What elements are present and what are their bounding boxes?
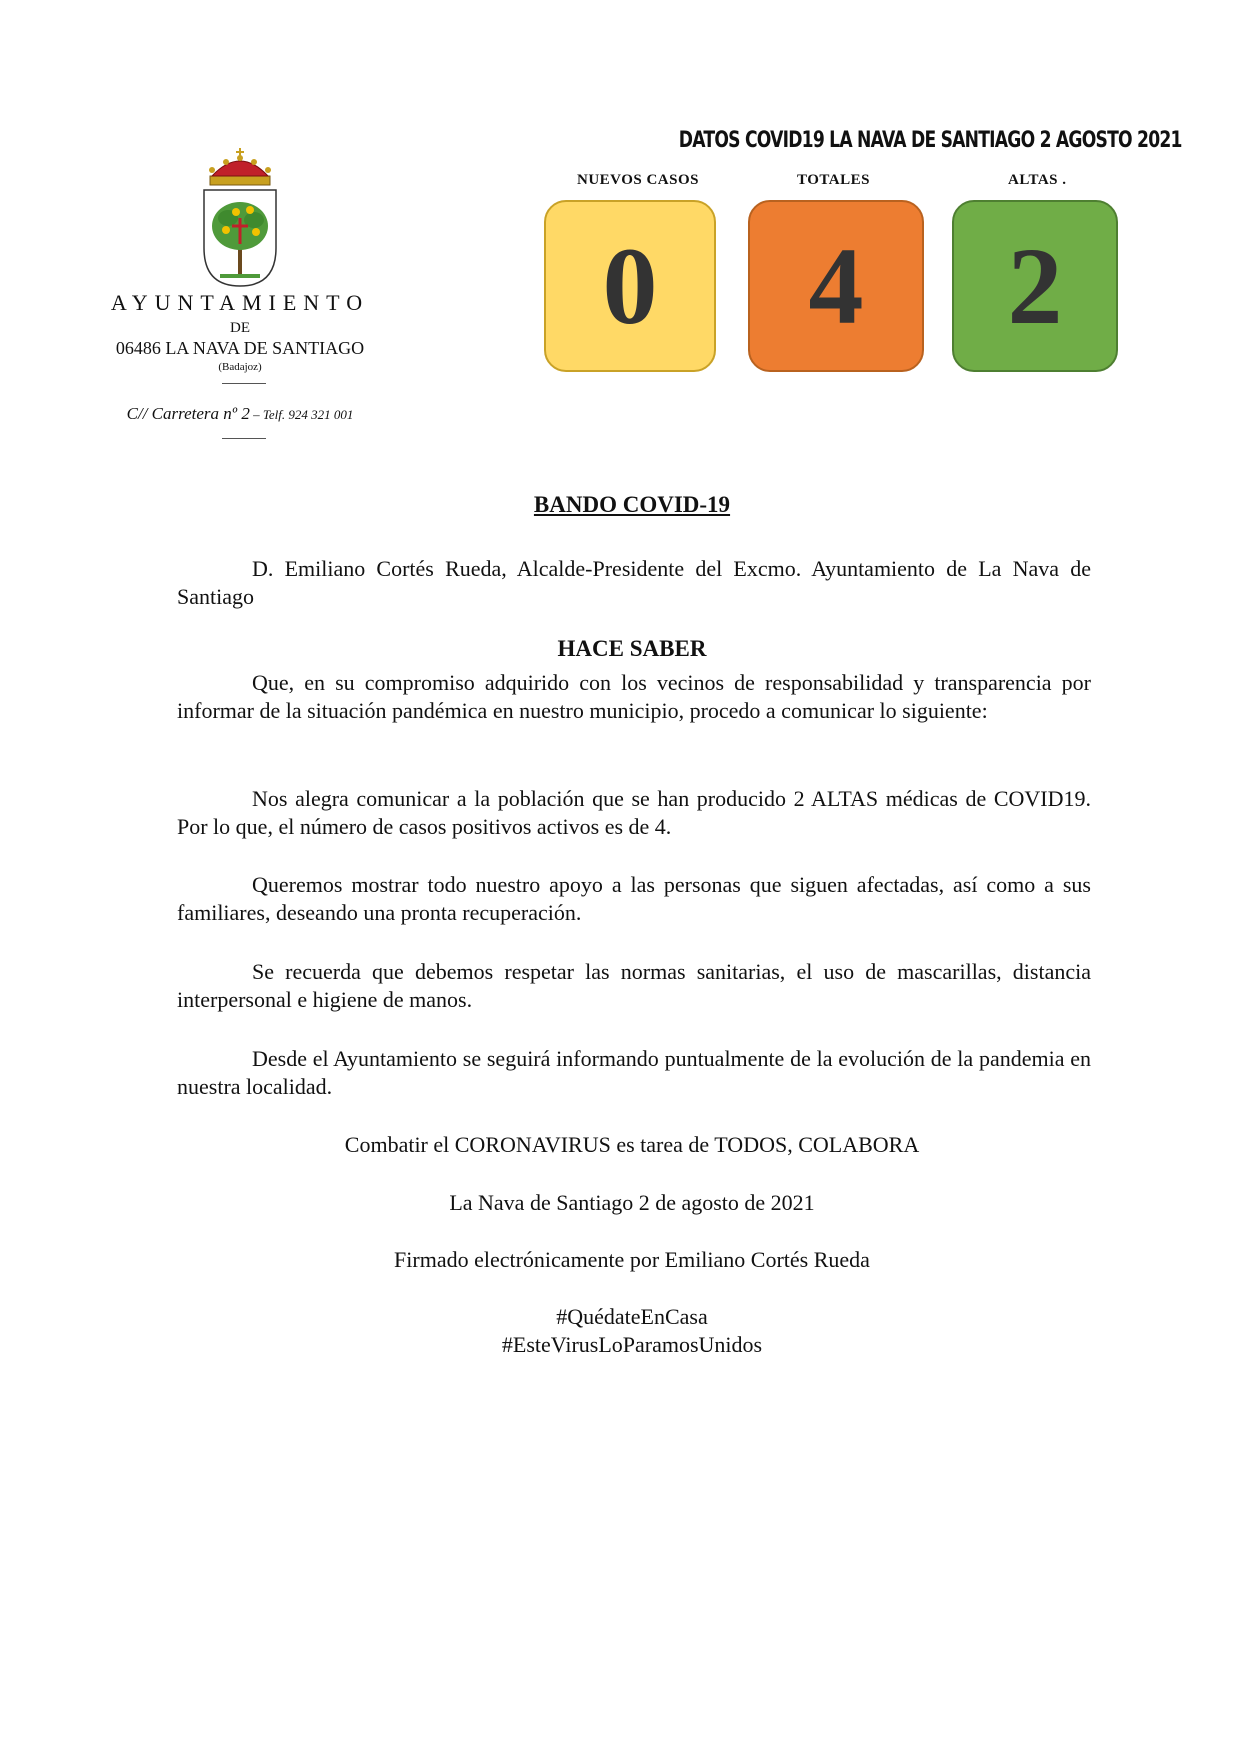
- stat-label-new-cases: NUEVOS CASOS: [577, 172, 699, 188]
- letterhead-divider: [222, 383, 266, 384]
- hashtag-quedate: #QuédateEnCasa: [556, 1304, 708, 1329]
- signature: Firmado electrónicamente por Emiliano Cortés Rueda: [394, 1247, 870, 1272]
- stat-value-altas: 2: [1007, 225, 1063, 347]
- paragraph-3: Queremos mostrar todo nuestro apoyo a las personas que siguen afectadas, así como a sus familiares, deseando una pronta recuperación.: [177, 872, 1091, 925]
- letterhead-divider: [222, 438, 266, 439]
- paragraph-2: Nos alegra comunicar a la población que se han producido 2 ALTAS médicas de COVID19. Por lo que, el número de casos positivos activos es de 4.: [177, 786, 1091, 839]
- stat-box-altas: [952, 200, 1118, 372]
- paragraph-5: Desde el Ayuntamiento se seguirá informando puntualmente de la evolución de la pandemia en nuestra localidad.: [177, 1046, 1091, 1099]
- stats-title: DATOS COVID19 LA NAVA DE SANTIAGO 2 AGOSTO 2021: [678, 128, 1182, 153]
- stat-value-totals: 4: [808, 225, 864, 347]
- hashtag-estevirus: #EsteVirusLoParamosUnidos: [501, 1332, 763, 1357]
- address-text: C// Carretera nº 2: [126, 404, 250, 423]
- document-title: BANDO COVID-19: [533, 492, 731, 517]
- stat-label-totals: TOTALES: [797, 172, 870, 188]
- letterhead-town: 06486 LA NAVA DE SANTIAGO: [115, 338, 365, 358]
- paragraph-1: Que, en su compromiso adquirido con los vecinos de responsabilidad y transparencia por informar de la situación pandémica en nuestro municipio, procedo a comunicar lo siguiente:: [177, 670, 1091, 723]
- letterhead-de: DE: [230, 320, 250, 336]
- place-date: La Nava de Santiago 2 de agosto de 2021: [449, 1190, 815, 1215]
- intro-paragraph: D. Emiliano Cortés Rueda, Alcalde-Presidente del Excmo. Ayuntamiento de La Nava de Santiago: [177, 556, 1091, 609]
- paragraph-4: Se recuerda que debemos respetar las normas sanitarias, el uso de mascarillas, distancia interpersonal e higiene de manos.: [177, 959, 1091, 1012]
- stat-value-new-cases: 0: [602, 225, 658, 347]
- letterhead-province: (Badajoz): [218, 361, 262, 373]
- municipal-crest-icon: [200, 148, 280, 290]
- letterhead-address: [90, 404, 390, 424]
- hace-saber-heading: HACE SABER: [557, 636, 707, 661]
- stat-box-new-cases: [544, 200, 716, 372]
- phone-text: – Telf. 924 321 001: [249, 407, 354, 422]
- slogan: Combatir el CORONAVIRUS es tarea de TODOS, COLABORA: [344, 1132, 920, 1157]
- letterhead-org: AYUNTAMIENTO: [110, 290, 370, 315]
- stat-label-altas: ALTAS .: [1008, 172, 1067, 188]
- stat-box-totals: [748, 200, 924, 372]
